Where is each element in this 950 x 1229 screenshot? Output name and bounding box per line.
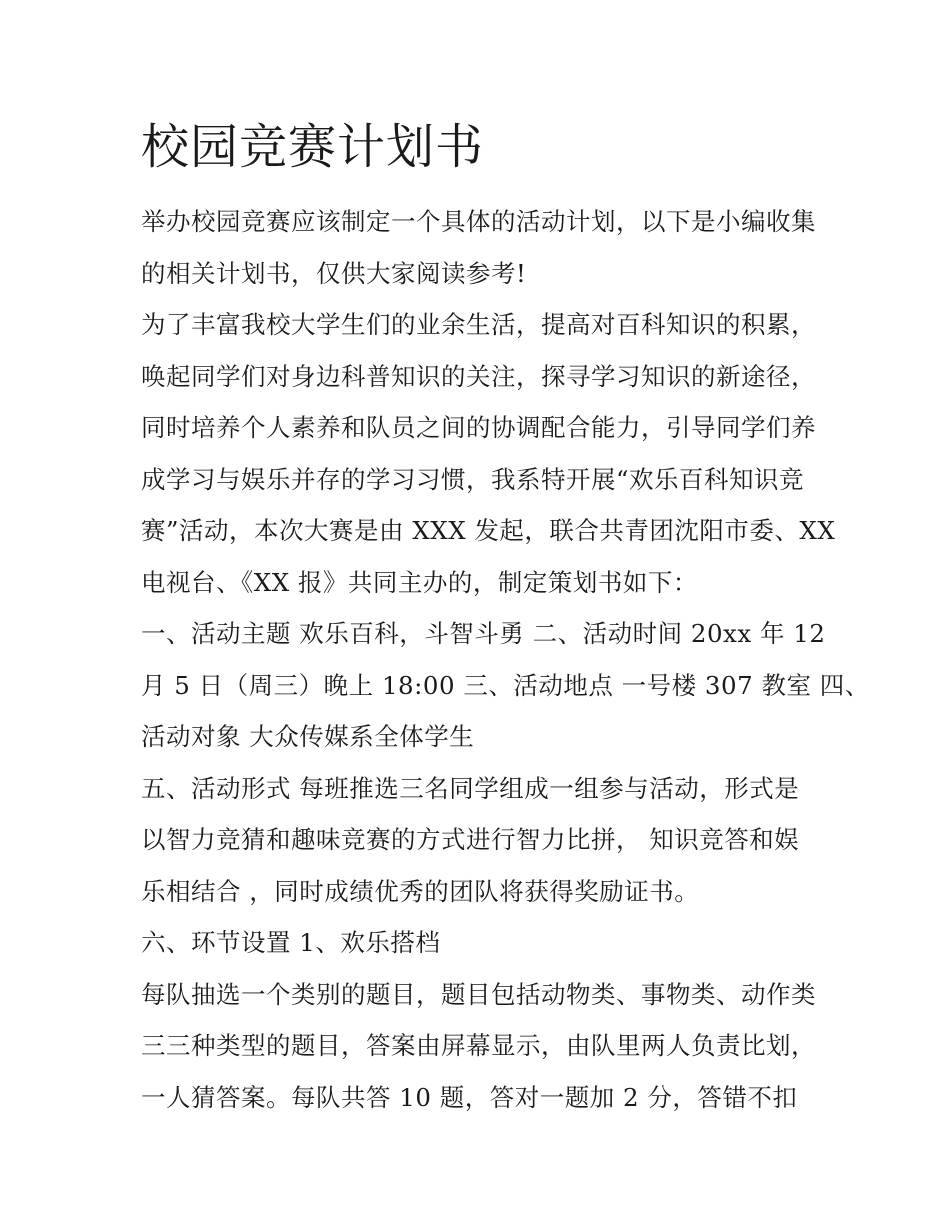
text-line: 三三种类型的题目，答案由屏幕显示，由队里两人负责比划， xyxy=(141,1031,816,1060)
text-line: 唤起同学们对身边科普知识的关注，探寻学习知识的新途径， xyxy=(141,361,816,391)
text-line: 六、环节设置 1、欢乐搭档 xyxy=(141,928,441,957)
text-line: 的相关计划书，仅供大家阅读参考! xyxy=(141,258,527,288)
text-line: 成学习与娱乐并存的学习习惯，我系特开展“欢乐百科知识竞 xyxy=(141,464,805,494)
text-line: 每队抽选一个类别的题目，题目包括动物类、事物类、动作类 xyxy=(141,979,816,1009)
text-line: 以智力竞猜和趣味竞赛的方式进行智力比拼， 知识竞答和娱 xyxy=(141,825,800,854)
text-line: 一、活动主题 欢乐百科，斗智斗勇 二、活动时间 20xx 年 12 xyxy=(141,619,826,648)
text-line: 电视台、《XX 报》共同主办的，制定策划书如下： xyxy=(141,567,698,597)
text-line: 为了丰富我校大学生们的业余生活，提高对百科知识的积累， xyxy=(141,310,816,339)
text-line: 同时培养个人素养和队员之间的协调配合能力，引导同学们养 xyxy=(141,413,816,442)
document-body xyxy=(141,114,870,1123)
paragraph-format xyxy=(141,763,821,918)
paragraph-round-rules xyxy=(141,969,821,1124)
text-line: 活动对象 大众传媒系全体学生 xyxy=(141,722,475,751)
text-line: 月 5 日（周三）晚上 18:00 三、活动地点 一号楼 307 教室 四、 xyxy=(141,670,870,700)
paragraph-purpose xyxy=(141,299,836,608)
text-line: 五、活动形式 每班推选三名同学组成一组参与活动，形式是 xyxy=(141,773,800,803)
text-line: 一人猜答案。每队共答 10 题，答对一题加 2 分，答错不扣 xyxy=(141,1082,798,1112)
paragraph-intro xyxy=(141,196,821,299)
document-title: 校园竞赛计划书 xyxy=(141,119,485,175)
text-line: 赛”活动，本次大赛是由 XXX 发起，联合共青团沈阳市委、XX xyxy=(141,516,836,545)
text-line: 举办校园竞赛应该制定一个具体的活动计划，以下是小编收集 xyxy=(141,207,816,236)
text-line: 乐相结合 ，同时成绩优秀的团队将获得奖励证书。 xyxy=(141,876,700,906)
paragraph-theme-time-place xyxy=(141,608,870,763)
paragraph-sections-heading xyxy=(141,917,821,969)
